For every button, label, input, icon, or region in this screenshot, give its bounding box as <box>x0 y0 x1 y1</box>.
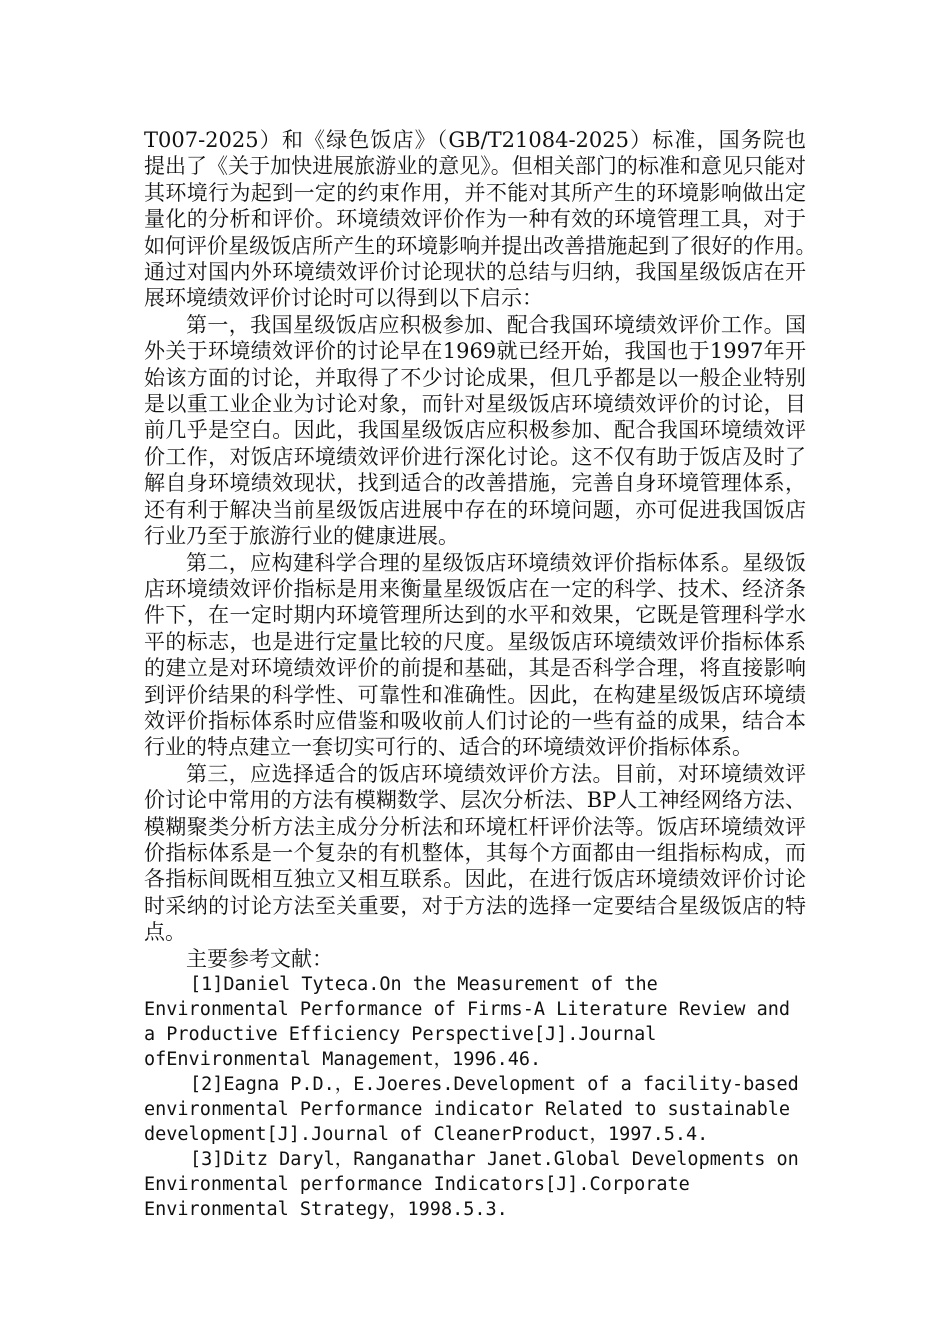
reference-item-1: [1]Daniel Tyteca.On the Measurement of the Environmental Performance of Firms-A Literature Review and a Productive Efficiency Perspective[J].Journal ofEnvironmental Management，1996.46. <box>144 974 791 1070</box>
body-paragraph-third-point: 第三，应选择适合的饭店环境绩效评价方法。目前，对环境绩效评价讨论中常用的方法有模糊数学、层次分析法、BP人工神经网络方法、模糊聚类分析方法主成分分析法和环境杠杆评价法等。饭店环境绩效评价指标体系是一个复杂的有机整体，其每个方面都由一组指标构成，而各指标间既相互独立又相互联系。因此，在进行饭店环境绩效评价讨论时采纳的讨论方法至关重要，对于方法的选择一定要结合星级饭店的特点。 <box>144 761 806 945</box>
reference-item-3: [3]Ditz Daryl，Ranganathar Janet.Global Developments on Environmental performance Indicators[J].Corporate Environmental Strategy，1998.5.3. <box>144 1149 799 1220</box>
document-page <box>144 127 890 1222</box>
references-heading: 主要参考文献： <box>186 946 333 971</box>
body-paragraph-intro: T007-2025）和《绿色饭店》（GB/T21084-2025）标准，国务院也提出了《关于加快进展旅游业的意见》。但相关部门的标准和意见只能对其环境行为起到一定的约束作用，并不能对其所产生的环境影响做出定量化的分析和评价。环境绩效评价作为一种有效的环境管理工具，对于如何评价星级饭店所产生的环境影响并提出改善措施起到了很好的作用。 通过对国内外环境绩效评价讨论现状的总结与归纳，我国星级饭店在开展环境绩效评价讨论时可以得到以下启示： <box>144 128 890 311</box>
body-paragraph-first-point: 第一，我国星级饭店应积极参加、配合我国环境绩效评价工作。国外关于环境绩效评价的讨论早在1969就已经开始，我国也于1997年开始该方面的讨论，并取得了不少讨论成果，但几乎都是以一般企业特别是以重工业企业为讨论对象，而针对星级饭店环境绩效评价的讨论，目前几乎是空白。因此，我国星级饭店应积极参加、配合我国环境绩效评价工作，对饭店环境绩效评价进行深化讨论。这不仅有助于饭店及时了解自身环境绩效现状，找到适合的改善措施，完善自身环境管理体系，还有利于解决当前星级饭店进展中存在的环境问题，亦可促进我国饭店行业乃至于旅游行业的健康进展。 <box>144 312 806 549</box>
body-paragraph-second-point: 第二，应构建科学合理的星级饭店环境绩效评价指标体系。星级饭店环境绩效评价指标是用来衡量星级饭店在一定的科学、技术、经济条件下，在一定时期内环境管理所达到的水平和效果，它既是管理科学水平的标志，也是进行定量比较的尺度。星级饭店环境绩效评价指标体系的建立是对环境绩效评价的前提和基础，其是否科学合理，将直接影响到评价结果的科学性、可靠性和准确性。因此，在构建星级饭店环境绩效评价指标体系时应借鉴和吸收前人们讨论的一些有益的成果，结合本行业的特点建立一套切实可行的、适合的环境绩效评价指标体系。 <box>144 550 806 760</box>
reference-item-2: [2]Eagna P.D.，E.Joeres.Development of a facility-based environmental Performance indicator Related to sustainable development[J].Journal of CleanerProduct，1997.5.4. <box>144 1074 799 1145</box>
